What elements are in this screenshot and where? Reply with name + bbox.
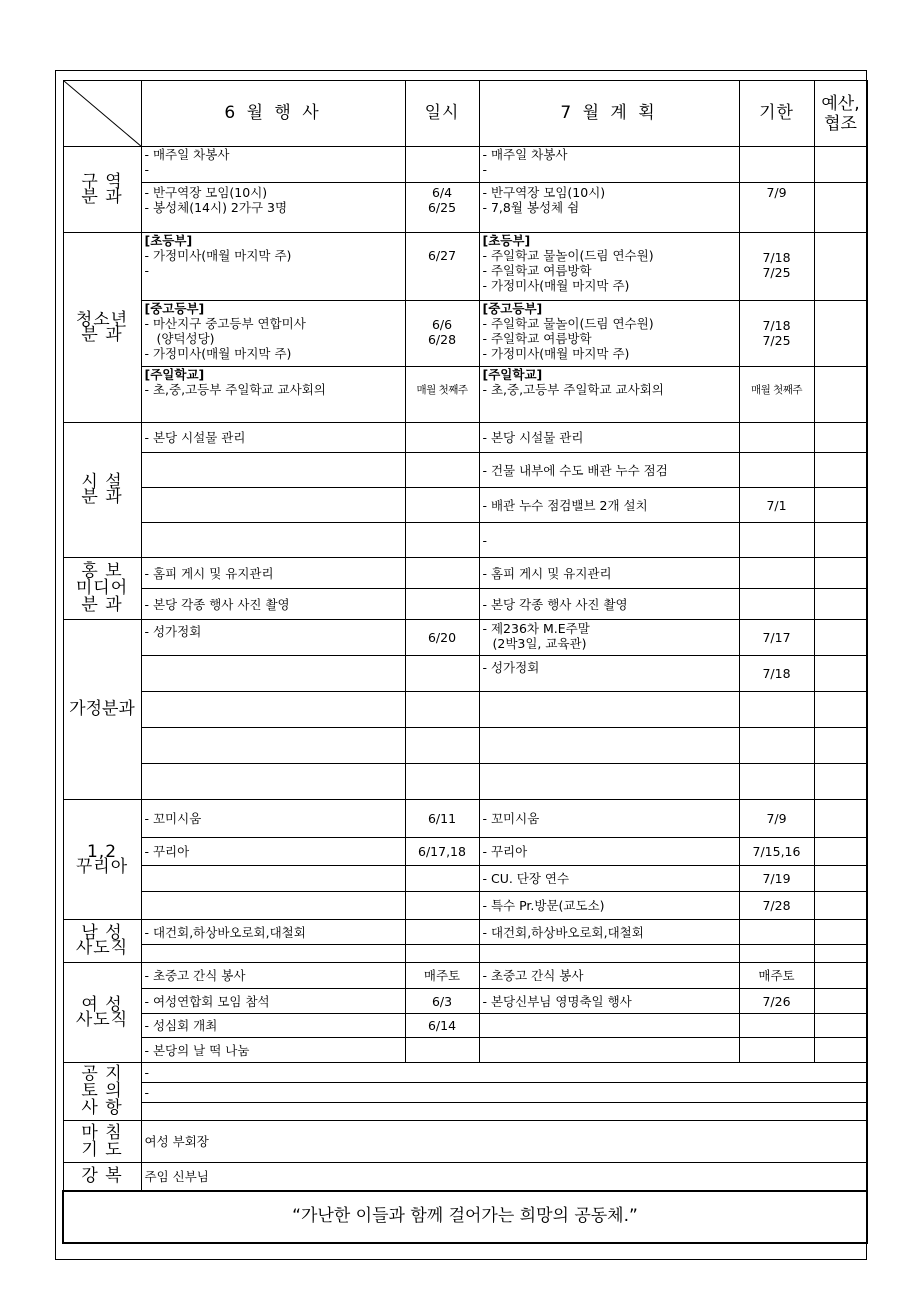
schedule-table [62, 80, 868, 1244]
homily-value: 주임 신부님 [141, 1163, 867, 1191]
june-date-cell [405, 523, 479, 558]
budget-cell [814, 183, 867, 233]
july-cell: - 배관 누수 점검밸브 2개 설치 [479, 488, 739, 523]
budget-cell [814, 301, 867, 367]
june-cell: - 여성연합회 모임 참석 [141, 989, 405, 1014]
july-cell [479, 764, 739, 800]
june-date-cell [405, 1038, 479, 1063]
july-cell: - 성가정회 [479, 656, 739, 692]
table-row [63, 1103, 867, 1121]
budget-cell [814, 1014, 867, 1038]
july-cell: - 특수 Pr.방문(교도소) [479, 892, 739, 920]
table-row [63, 892, 867, 920]
budget-cell [814, 523, 867, 558]
budget-cell [814, 945, 867, 963]
june-cell: [중고등부] - 마산지구 중고등부 연합미사 (양덕성당) - 가정미사(매월 마지막 주) [141, 301, 405, 367]
table-row [63, 1038, 867, 1063]
june-date-cell: 6/17,18 [405, 838, 479, 866]
notice-line [141, 1103, 867, 1121]
table-row [63, 423, 867, 453]
header-row [63, 81, 867, 147]
category-men: 남 성 사도직 [63, 920, 141, 963]
july-cell: - 꾸리아 [479, 838, 739, 866]
budget-cell [814, 692, 867, 728]
budget-cell [814, 892, 867, 920]
june-date-cell [405, 423, 479, 453]
table-row [63, 1014, 867, 1038]
notice-line: - [141, 1083, 867, 1103]
table-row [63, 838, 867, 866]
june-cell: - 본당의 날 떡 나눔 [141, 1038, 405, 1063]
date-header: 일시 [405, 81, 479, 147]
table-row [63, 656, 867, 692]
category-family: 가정분과 [63, 620, 141, 800]
table-row [63, 488, 867, 523]
july-date-cell: 매월 첫째주 [739, 367, 814, 423]
june-date-cell: 6/20 [405, 620, 479, 656]
table-row [63, 1063, 867, 1083]
july-date-cell [739, 728, 814, 764]
june-cell [141, 692, 405, 728]
table-row [63, 764, 867, 800]
category-women: 여 성 사도직 [63, 963, 141, 1063]
category-media: 홍 보 미디어 분 과 [63, 558, 141, 620]
category-facility: 시 설 분 과 [63, 423, 141, 558]
july-date-cell [739, 147, 814, 183]
category-guyeok: 구 역 분 과 [63, 147, 141, 233]
budget-cell [814, 1038, 867, 1063]
june-date-cell [405, 920, 479, 945]
table-row [63, 989, 867, 1014]
july-date-cell: 7/18 [739, 656, 814, 692]
budget-cell [814, 147, 867, 183]
table-row [63, 147, 867, 183]
june-cell: - 본당 시설물 관리 [141, 423, 405, 453]
july-date-cell: 7/15,16 [739, 838, 814, 866]
june-cell: - 대건회,하상바오로회,대철회 [141, 920, 405, 945]
table-row [63, 183, 867, 233]
june-cell: - 꾸리아 [141, 838, 405, 866]
july-cell: - 본당 시설물 관리 [479, 423, 739, 453]
june-cell: - 반구역장 모임(10시) - 봉성체(14시) 2가구 3명 [141, 183, 405, 233]
june-cell: - 성가정회 [141, 620, 405, 656]
category-youth: 청소년 분 과 [63, 233, 141, 423]
july-cell: [중고등부] - 주일학교 물놀이(드림 연수원) - 주일학교 여름방학 - 가정미사(매월 마지막 주) [479, 301, 739, 367]
july-date-cell: 7/28 [739, 892, 814, 920]
table-row [63, 692, 867, 728]
july-cell: - 대건회,하상바오로회,대철회 [479, 920, 739, 945]
budget-cell [814, 656, 867, 692]
july-header: 7 월 계 획 [479, 81, 739, 147]
june-cell [141, 764, 405, 800]
june-cell: [초등부] - 가정미사(매월 마지막 주) - [141, 233, 405, 301]
june-cell [141, 728, 405, 764]
june-cell: - 성심회 개최 [141, 1014, 405, 1038]
june-date-cell [405, 656, 479, 692]
budget-cell [814, 728, 867, 764]
june-date-cell: 매주토 [405, 963, 479, 989]
june-date-cell [405, 892, 479, 920]
july-date-cell [739, 453, 814, 488]
july-date-cell: 7/19 [739, 866, 814, 892]
category-homily: 강 복 [63, 1163, 141, 1191]
june-date-cell: 6/3 [405, 989, 479, 1014]
june-cell [141, 892, 405, 920]
july-date-cell [739, 764, 814, 800]
budget-cell [814, 963, 867, 989]
july-cell [479, 945, 739, 963]
diagonal-line-icon [64, 81, 142, 147]
table-row [63, 800, 867, 838]
budget-cell [814, 800, 867, 838]
june-cell: [주일학교] - 초,중,고등부 주일학교 교사회의 [141, 367, 405, 423]
budget-cell [814, 620, 867, 656]
budget-cell [814, 838, 867, 866]
budget-header: 예산, 협조 [814, 81, 867, 147]
july-cell: - 꼬미시움 [479, 800, 739, 838]
july-cell: - 본당신부님 영명축일 행사 [479, 989, 739, 1014]
june-date-cell: 6/6 6/28 [405, 301, 479, 367]
june-date-cell [405, 488, 479, 523]
motto-text: “가난한 이들과 함께 걸어가는 희망의 공동체.” [63, 1191, 867, 1243]
july-cell: - CU. 단장 연수 [479, 866, 739, 892]
july-date-cell: 매주토 [739, 963, 814, 989]
budget-cell [814, 589, 867, 620]
july-cell [479, 692, 739, 728]
june-cell [141, 866, 405, 892]
july-date-cell: 7/9 [739, 800, 814, 838]
table-row [63, 866, 867, 892]
july-date-cell [739, 558, 814, 589]
table-row [63, 620, 867, 656]
july-cell: - [479, 523, 739, 558]
july-cell: - 홈피 게시 및 유지관리 [479, 558, 739, 589]
category-curia: 1,2 꾸리아 [63, 800, 141, 920]
july-date-cell [739, 589, 814, 620]
june-date-cell [405, 945, 479, 963]
budget-cell [814, 558, 867, 589]
june-date-cell [405, 558, 479, 589]
budget-cell [814, 453, 867, 488]
corner-cell [63, 81, 141, 147]
budget-cell [814, 367, 867, 423]
table-row [63, 945, 867, 963]
table-row [63, 523, 867, 558]
july-date-cell: 7/1 [739, 488, 814, 523]
table-row [63, 1083, 867, 1103]
june-date-cell [405, 147, 479, 183]
table-row [63, 1121, 867, 1163]
july-cell [479, 728, 739, 764]
motto-row [63, 1191, 867, 1243]
june-date-cell: 6/11 [405, 800, 479, 838]
july-cell: [주일학교] - 초,중,고등부 주일학교 교사회의 [479, 367, 739, 423]
notice-line: - [141, 1063, 867, 1083]
june-date-cell: 6/14 [405, 1014, 479, 1038]
july-date-cell [739, 692, 814, 728]
budget-cell [814, 866, 867, 892]
july-date-cell [739, 1038, 814, 1063]
july-date-cell [739, 945, 814, 963]
june-cell: - 꼬미시움 [141, 800, 405, 838]
july-cell [479, 1014, 739, 1038]
july-date-cell: 7/17 [739, 620, 814, 656]
june-date-cell [405, 764, 479, 800]
july-date-cell: 7/18 7/25 [739, 233, 814, 301]
july-cell: [초등부] - 주일학교 물놀이(드림 연수원) - 주일학교 여름방학 - 가정미사(매월 마지막 주) [479, 233, 739, 301]
table-row [63, 1163, 867, 1191]
july-date-cell: 7/9 [739, 183, 814, 233]
june-cell [141, 488, 405, 523]
july-cell: - 본당 각종 행사 사진 촬영 [479, 589, 739, 620]
june-cell [141, 523, 405, 558]
june-cell: - 매주일 차봉사 - [141, 147, 405, 183]
june-cell: - 본당 각종 행사 사진 촬영 [141, 589, 405, 620]
table-row [63, 558, 867, 589]
category-closing-prayer: 마 침 기 도 [63, 1121, 141, 1163]
july-date-cell [739, 1014, 814, 1038]
table-row [63, 963, 867, 989]
table-row [63, 589, 867, 620]
july-cell: - 매주일 차봉사 - [479, 147, 739, 183]
table-row [63, 920, 867, 945]
budget-cell [814, 764, 867, 800]
june-cell [141, 453, 405, 488]
budget-cell [814, 233, 867, 301]
july-cell: - 건물 내부에 수도 배관 누수 점검 [479, 453, 739, 488]
july-date-cell: 7/18 7/25 [739, 301, 814, 367]
table-row [63, 728, 867, 764]
june-date-cell [405, 866, 479, 892]
category-notice: 공 지 토 의 사 항 [63, 1063, 141, 1121]
table-row [63, 233, 867, 301]
budget-cell [814, 920, 867, 945]
june-cell: - 초중고 간식 봉사 [141, 963, 405, 989]
june-cell [141, 945, 405, 963]
july-date-cell: 7/26 [739, 989, 814, 1014]
june-date-cell: 매월 첫째주 [405, 367, 479, 423]
july-cell: - 반구역장 모임(10시) - 7,8월 봉성체 쉼 [479, 183, 739, 233]
july-cell [479, 1038, 739, 1063]
budget-cell [814, 488, 867, 523]
budget-cell [814, 989, 867, 1014]
june-header: 6 월 행 사 [141, 81, 405, 147]
budget-cell [814, 423, 867, 453]
june-cell: - 홈피 게시 및 유지관리 [141, 558, 405, 589]
june-date-cell [405, 589, 479, 620]
june-cell [141, 656, 405, 692]
june-date-cell: 6/27 [405, 233, 479, 301]
june-date-cell: 6/4 6/25 [405, 183, 479, 233]
june-date-cell [405, 728, 479, 764]
july-cell: - 제236차 M.E주말 (2박3일, 교육관) [479, 620, 739, 656]
table-row [63, 301, 867, 367]
deadline-header: 기한 [739, 81, 814, 147]
july-date-cell [739, 920, 814, 945]
closing-prayer-value: 여성 부회장 [141, 1121, 867, 1163]
table-row [63, 453, 867, 488]
table-row [63, 367, 867, 423]
july-cell: - 초중고 간식 봉사 [479, 963, 739, 989]
july-date-cell [739, 423, 814, 453]
june-date-cell [405, 453, 479, 488]
june-date-cell [405, 692, 479, 728]
july-date-cell [739, 523, 814, 558]
